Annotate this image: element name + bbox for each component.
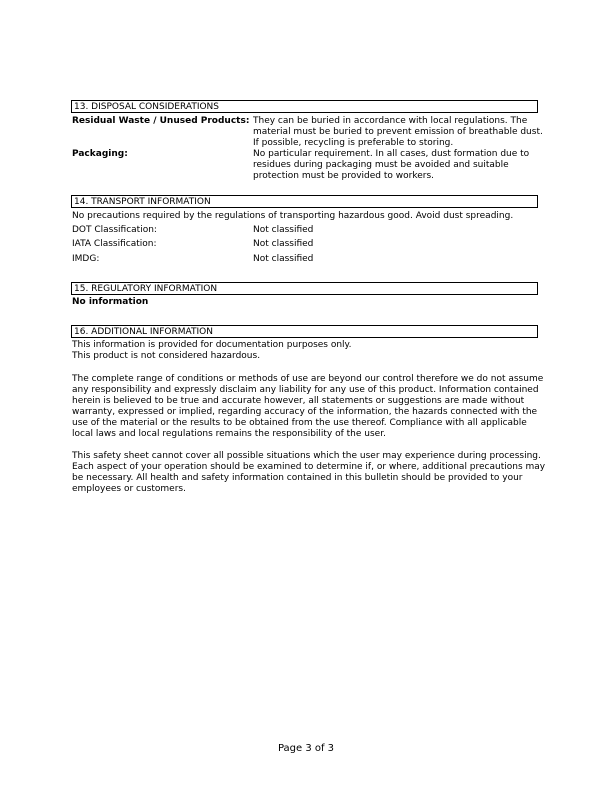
safety-line-1: This safety sheet cannot cover all possible situations which the user may experience during processing. bbox=[72, 451, 541, 461]
residual-waste-line-2: material must be buried to prevent emission of breathable dust. bbox=[253, 127, 543, 137]
disclaimer-line-2: any responsibility and expressly disclaim any liability for any use of this product. Information contained bbox=[72, 385, 539, 395]
disclaimer-line-3: herein is believed to be true and accurate however, all statements or suggestions are made without bbox=[72, 396, 525, 406]
dot-classification-label: DOT Classification: bbox=[72, 225, 157, 235]
iata-classification-label: IATA Classification: bbox=[72, 239, 157, 249]
disclaimer-line-4: warranty, expressed or implied, regarding accuracy of the information, the hazards connected with the bbox=[72, 407, 538, 417]
packaging-line-3: protection must be provided to workers. bbox=[253, 171, 435, 181]
section-16-header bbox=[71, 325, 538, 338]
iata-classification-value: Not classified bbox=[253, 239, 314, 249]
section-15-title: 15. REGULATORY INFORMATION bbox=[74, 284, 218, 294]
safety-line-2: Each aspect of your operation should be examined to determine if, or where, additional precautions may bbox=[72, 462, 546, 472]
dot-classification-value: Not classified bbox=[253, 225, 314, 235]
packaging-line-2: residues during packaging must be avoided and suitable bbox=[253, 160, 509, 170]
residual-waste-label: Residual Waste / Unused Products: bbox=[72, 116, 250, 126]
residual-waste-line-1: They can be buried in accordance with local regulations. The bbox=[253, 116, 528, 126]
imdg-label: IMDG: bbox=[72, 254, 100, 264]
section-13-title: 13. DISPOSAL CONSIDERATIONS bbox=[74, 102, 220, 112]
disclaimer-line-1: The complete range of conditions or methods of use are beyond our control therefore we do not assume bbox=[72, 374, 544, 384]
additional-line-2: This product is not considered hazardous. bbox=[72, 351, 261, 361]
disclaimer-line-6: local laws and local regulations remains the responsibility of the user. bbox=[72, 429, 386, 439]
section-13-header bbox=[71, 100, 538, 113]
section-14-header bbox=[71, 195, 538, 208]
page-number: Page 3 of 3 bbox=[277, 743, 335, 754]
safety-line-3: be necessary. All health and safety information contained in this bulletin should be provided to your bbox=[72, 473, 523, 483]
transport-intro: No precautions required by the regulations of transporting hazardous good. Avoid dust spreading. bbox=[72, 211, 514, 221]
residual-waste-line-3: If possible, recycling is preferable to storing. bbox=[253, 138, 454, 148]
safety-line-4: employees or customers. bbox=[72, 484, 186, 494]
packaging-label: Packaging: bbox=[72, 149, 128, 159]
packaging-line-1: No particular requirement. In all cases, dust formation due to bbox=[253, 149, 530, 159]
additional-line-1: This information is provided for documentation purposes only. bbox=[72, 340, 352, 350]
imdg-value: Not classified bbox=[253, 254, 314, 264]
regulatory-text: No information bbox=[72, 297, 149, 307]
section-15-header bbox=[71, 282, 538, 295]
section-16-title: 16. ADDITIONAL INFORMATION bbox=[74, 327, 213, 337]
disclaimer-line-5: use of the material or the results to be obtained from the use thereof. Compliance with all applicable bbox=[72, 418, 527, 428]
section-14-title: 14. TRANSPORT INFORMATION bbox=[74, 197, 211, 207]
